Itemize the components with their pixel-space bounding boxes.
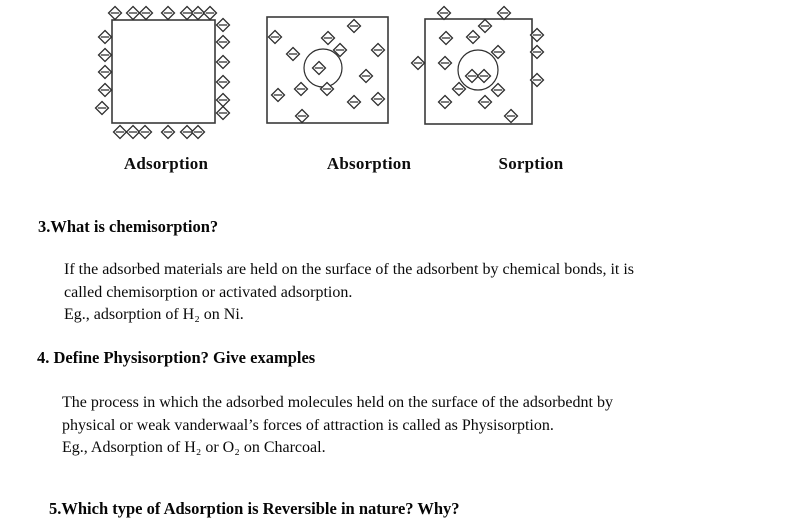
molecule-diamond-icon (348, 96, 361, 109)
sorption-figure-svg (0, 0, 791, 150)
molecule-diamond-icon (127, 126, 140, 139)
molecule-diamond-icon (478, 70, 491, 83)
diagram-panel-absorption (267, 17, 388, 123)
question-4-answer (62, 392, 613, 460)
question-4-heading: 4. Define Physisorption? Give examples (37, 348, 316, 367)
molecule-diamond-icon (439, 96, 452, 109)
molecule-diamond-icon (466, 70, 479, 83)
adsorption-diagram-label: Adsorption (123, 154, 209, 173)
molecule-diamond-icon (295, 83, 308, 96)
answer-line: physical or weak vanderwaal’s forces of attraction is called as Physisorption. (62, 416, 554, 434)
answer-line: Eg., adsorption of H₂ on Ni. (64, 306, 244, 324)
molecule-diamond-icon (269, 31, 282, 44)
molecule-diamond-icon (127, 7, 140, 20)
answer-line: called chemisorption or activated adsorption. (64, 283, 353, 301)
molecule-diamond-icon (498, 7, 511, 20)
molecule-diamond-icon (479, 96, 492, 109)
molecule-diamond-icon (114, 126, 127, 139)
answer-line: Eg., Adsorption of H₂ or O₂ on Charcoal. (62, 439, 326, 457)
molecule-diamond-icon (162, 126, 175, 139)
sorption-figure (0, 0, 791, 185)
molecule-diamond-icon (348, 20, 361, 33)
molecule-diamond-icon (467, 31, 480, 44)
molecule-diamond-icon (139, 126, 152, 139)
molecule-diamond-icon (313, 62, 326, 75)
molecule-diamond-icon (440, 32, 453, 45)
molecule-diamond-icon (99, 31, 112, 44)
molecule-diamond-icon (96, 102, 109, 115)
molecule-diamond-icon (99, 49, 112, 62)
molecule-diamond-icon (99, 84, 112, 97)
molecule-diamond-icon (217, 19, 230, 32)
molecule-diamond-icon (217, 56, 230, 69)
sorption-diagram-label: Sorption (498, 154, 564, 173)
molecule-diamond-icon (192, 126, 205, 139)
question-5-heading: 5.Which type of Adsorption is Reversible in nature? Why? (49, 499, 460, 518)
molecule-diamond-icon (192, 7, 205, 20)
bulk-circle (458, 50, 498, 90)
diagram-panel-adsorption (96, 7, 230, 139)
answer-line: If the adsorbed materials are held on the surface of the adsorbent by chemical bonds, it is (64, 261, 635, 278)
molecule-diamond-icon (372, 44, 385, 57)
molecule-diamond-icon (217, 94, 230, 107)
molecule-diamond-icon (204, 7, 217, 20)
molecule-diamond-icon (322, 32, 335, 45)
molecule-diamond-icon (217, 107, 230, 120)
molecule-diamond-icon (360, 70, 373, 83)
molecule-diamond-icon (412, 57, 425, 70)
solid-square (425, 19, 532, 124)
molecule-diamond-icon (99, 66, 112, 79)
molecule-diamond-icon (140, 7, 153, 20)
molecule-diamond-icon (217, 36, 230, 49)
solid-square (112, 20, 215, 123)
molecule-diamond-icon (372, 93, 385, 106)
molecule-diamond-icon (492, 84, 505, 97)
molecule-diamond-icon (438, 7, 451, 20)
molecule-diamond-icon (272, 89, 285, 102)
molecule-diamond-icon (479, 20, 492, 33)
molecule-diamond-icon (217, 76, 230, 89)
absorption-diagram-label: Absorption (326, 154, 412, 173)
molecule-diamond-icon (109, 7, 122, 20)
molecule-diamond-icon (334, 44, 347, 57)
diagram-panel-sorption (412, 7, 544, 125)
molecule-diamond-icon (162, 7, 175, 20)
molecule-diamond-icon (505, 110, 518, 123)
question-3-answer (64, 259, 634, 327)
molecule-diamond-icon (287, 48, 300, 61)
question-3-heading: 3.What is chemisorption? (38, 217, 219, 236)
molecule-diamond-icon (439, 57, 452, 70)
molecule-diamond-icon (296, 110, 309, 123)
answer-line: The process in which the adsorbed molecules held on the surface of the adsorbednt by (62, 394, 613, 411)
